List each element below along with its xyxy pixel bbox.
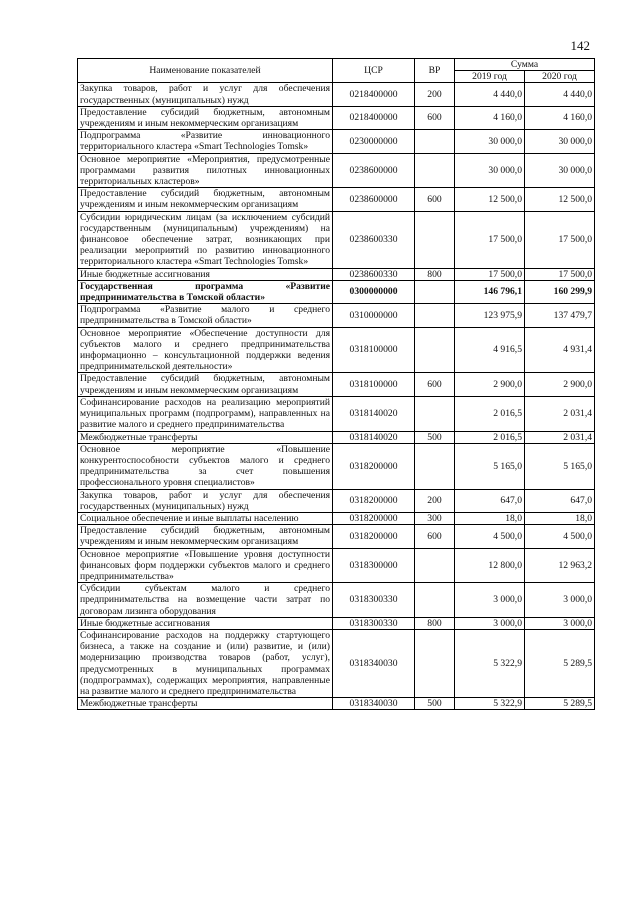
row-name: Предоставление субсидий бюджетным, автономным учреждениям и иным некоммерческим организациям	[78, 188, 333, 211]
row-csr: 0318200000	[333, 489, 415, 512]
row-csr: 0238600000	[333, 153, 415, 188]
page-number: 142	[570, 38, 590, 53]
row-value-2020: 2 031,4	[525, 431, 595, 443]
row-vr	[415, 153, 455, 188]
row-value-2020: 4 440,0	[525, 83, 595, 106]
row-vr: 600	[415, 188, 455, 211]
row-value-2020: 5 165,0	[525, 443, 595, 489]
row-value-2020: 4 500,0	[525, 525, 595, 548]
table-row	[78, 548, 595, 583]
row-csr: 0300000000	[333, 280, 415, 303]
header-2019: 2019 год	[455, 71, 525, 83]
row-csr: 0318140020	[333, 396, 415, 431]
table-row	[78, 489, 595, 512]
header-sum: Сумма	[455, 59, 595, 71]
row-value-2020: 2 031,4	[525, 396, 595, 431]
header-name: Наименование показателей	[78, 59, 333, 83]
table-row	[78, 443, 595, 489]
table-row	[78, 130, 595, 153]
row-csr: 0318340030	[333, 629, 415, 697]
row-value-2019: 4 160,0	[455, 106, 525, 129]
table-row	[78, 698, 595, 710]
row-vr: 200	[415, 489, 455, 512]
row-value-2020: 3 000,0	[525, 617, 595, 629]
row-value-2019: 5 322,9	[455, 698, 525, 710]
row-csr: 0318300000	[333, 548, 415, 583]
row-name: Закупка товаров, работ и услуг для обеспечения государственных (муниципальных) нужд	[78, 83, 333, 106]
row-value-2020: 160 299,9	[525, 280, 595, 303]
row-vr: 600	[415, 525, 455, 548]
row-name: Иные бюджетные ассигнования	[78, 617, 333, 629]
header-2020: 2020 год	[525, 71, 595, 83]
row-name: Подпрограмма «Развитие инновационного территориального кластера «Smart Technologies Tomsk»	[78, 130, 333, 153]
table-row	[78, 431, 595, 443]
row-value-2019: 17 500,0	[455, 268, 525, 280]
row-vr: 300	[415, 512, 455, 524]
row-vr	[415, 280, 455, 303]
table-row	[78, 153, 595, 188]
row-value-2020: 12 500,0	[525, 188, 595, 211]
row-name: Основное мероприятие «Повышение конкурентоспособности субъектов малого и среднего предпринимательства за счет повышения профессионального уровня специалистов»	[78, 443, 333, 489]
row-name: Субсидии юридическим лицам (за исключением субсидий государственным (муниципальным) учреждениям) на финансовое обеспечение затрат, возникающих при реализации мероприятий по развитию инновационного территориального кластера «Smart Technologies Tomsk»	[78, 211, 333, 268]
budget-table	[77, 58, 595, 710]
row-vr	[415, 130, 455, 153]
row-value-2020: 18,0	[525, 512, 595, 524]
row-value-2019: 17 500,0	[455, 211, 525, 268]
row-csr: 0218400000	[333, 106, 415, 129]
row-vr: 500	[415, 698, 455, 710]
row-csr: 0318100000	[333, 327, 415, 373]
row-value-2020: 647,0	[525, 489, 595, 512]
row-value-2019: 4 916,5	[455, 327, 525, 373]
row-value-2019: 12 500,0	[455, 188, 525, 211]
row-name: Софинансирование расходов на поддержку стартующего бизнеса, а также на создание и (или) развитие, и (или) модернизацию производства товаров (работ, услуг), предусмотренных в муниципальных программах (подпрограммах), содержащих мероприятия, направленные на развитие малого и среднего предпринимательства	[78, 629, 333, 697]
table-row	[78, 211, 595, 268]
row-vr: 800	[415, 268, 455, 280]
row-vr	[415, 443, 455, 489]
row-vr: 800	[415, 617, 455, 629]
row-value-2020: 17 500,0	[525, 211, 595, 268]
row-vr	[415, 548, 455, 583]
header-vr: ВР	[415, 59, 455, 83]
row-vr	[415, 583, 455, 618]
row-value-2019: 5 322,9	[455, 629, 525, 697]
row-vr	[415, 304, 455, 327]
row-vr	[415, 327, 455, 373]
row-csr: 0218400000	[333, 83, 415, 106]
row-value-2019: 30 000,0	[455, 153, 525, 188]
row-value-2019: 18,0	[455, 512, 525, 524]
row-csr: 0230000000	[333, 130, 415, 153]
table-row	[78, 106, 595, 129]
row-value-2019: 2 016,5	[455, 431, 525, 443]
row-name: Основное мероприятие «Обеспечение доступности для субъектов малого и среднего предпринимательства информационно – консультационной поддержки ведения предпринимательской деятельности»	[78, 327, 333, 373]
row-value-2019: 2 016,5	[455, 396, 525, 431]
row-value-2019: 4 440,0	[455, 83, 525, 106]
table-row	[78, 525, 595, 548]
table-row	[78, 83, 595, 106]
row-value-2019: 30 000,0	[455, 130, 525, 153]
row-name: Социальное обеспечение и иные выплаты населению	[78, 512, 333, 524]
row-name: Закупка товаров, работ и услуг для обеспечения государственных (муниципальных) нужд	[78, 489, 333, 512]
row-value-2019: 2 900,0	[455, 373, 525, 396]
row-csr: 0318300330	[333, 617, 415, 629]
row-value-2020: 3 000,0	[525, 583, 595, 618]
table-row	[78, 396, 595, 431]
row-value-2020: 4 931,4	[525, 327, 595, 373]
row-value-2020: 17 500,0	[525, 268, 595, 280]
table-row	[78, 268, 595, 280]
row-csr: 0318200000	[333, 512, 415, 524]
table-row	[78, 373, 595, 396]
row-value-2019: 5 165,0	[455, 443, 525, 489]
row-name: Межбюджетные трансферты	[78, 698, 333, 710]
row-vr: 600	[415, 106, 455, 129]
table-row	[78, 280, 595, 303]
table-row	[78, 188, 595, 211]
row-vr	[415, 211, 455, 268]
row-name: Субсидии субъектам малого и среднего предпринимательства на возмещение части затрат по договорам лизинга оборудования	[78, 583, 333, 618]
row-vr: 200	[415, 83, 455, 106]
table-row	[78, 629, 595, 697]
row-value-2019: 123 975,9	[455, 304, 525, 327]
row-value-2019: 3 000,0	[455, 617, 525, 629]
header-csr: ЦСР	[333, 59, 415, 83]
row-value-2019: 647,0	[455, 489, 525, 512]
table-row	[78, 512, 595, 524]
row-value-2020: 5 289,5	[525, 629, 595, 697]
row-name: Предоставление субсидий бюджетным, автономным учреждениям и иным некоммерческим организациям	[78, 373, 333, 396]
row-name: Основное мероприятие «Повышение уровня доступности финансовых форм поддержки субъектов малого и среднего предпринимательства»	[78, 548, 333, 583]
row-csr: 0318340030	[333, 698, 415, 710]
row-value-2020: 30 000,0	[525, 153, 595, 188]
row-vr: 600	[415, 373, 455, 396]
row-value-2020: 137 479,7	[525, 304, 595, 327]
table-body	[78, 83, 595, 710]
row-csr: 0238600000	[333, 188, 415, 211]
row-csr: 0318200000	[333, 525, 415, 548]
row-value-2020: 5 289,5	[525, 698, 595, 710]
row-csr: 0238600330	[333, 268, 415, 280]
row-csr: 0318100000	[333, 373, 415, 396]
row-name: Предоставление субсидий бюджетным, автономным учреждениям и иным некоммерческим организациям	[78, 106, 333, 129]
row-name: Межбюджетные трансферты	[78, 431, 333, 443]
row-name: Основное мероприятие «Мероприятия, предусмотренные программами развития пилотных инновационных территориальных кластеров»	[78, 153, 333, 188]
row-value-2019: 4 500,0	[455, 525, 525, 548]
row-name: Софинансирование расходов на реализацию мероприятий муниципальных программ (подпрограмм), направленных на развитие малого и среднего предпринимательства	[78, 396, 333, 431]
row-value-2019: 146 796,1	[455, 280, 525, 303]
table-row	[78, 304, 595, 327]
table-row	[78, 583, 595, 618]
row-name: Предоставление субсидий бюджетным, автономным учреждениям и иным некоммерческим организациям	[78, 525, 333, 548]
row-value-2020: 2 900,0	[525, 373, 595, 396]
row-value-2019: 3 000,0	[455, 583, 525, 618]
table-row	[78, 327, 595, 373]
row-value-2020: 30 000,0	[525, 130, 595, 153]
row-name: Подпрограмма «Развитие малого и среднего предпринимательства в Томской области»	[78, 304, 333, 327]
row-vr	[415, 396, 455, 431]
row-csr: 0318140020	[333, 431, 415, 443]
row-value-2020: 12 963,2	[525, 548, 595, 583]
row-vr: 500	[415, 431, 455, 443]
row-value-2020: 4 160,0	[525, 106, 595, 129]
row-csr: 0238600330	[333, 211, 415, 268]
row-vr	[415, 629, 455, 697]
row-value-2019: 12 800,0	[455, 548, 525, 583]
row-csr: 0318300330	[333, 583, 415, 618]
row-name: Иные бюджетные ассигнования	[78, 268, 333, 280]
row-csr: 0310000000	[333, 304, 415, 327]
row-name: Государственная программа «Развитие предпринимательства в Томской области»	[78, 280, 333, 303]
table-row	[78, 617, 595, 629]
row-csr: 0318200000	[333, 443, 415, 489]
